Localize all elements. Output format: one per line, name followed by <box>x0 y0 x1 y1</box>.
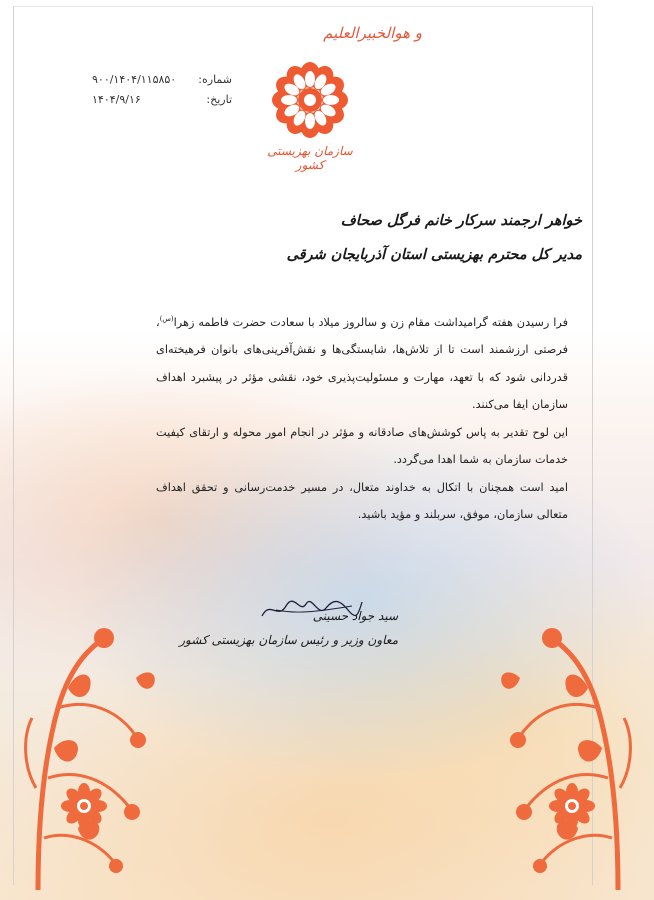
letter-number-row <box>92 70 232 90</box>
body-paragraph-1-start: فرا رسیدن هفته گرامیداشت مقام زن و سالروز میلاد با سعادت حضرت فاطمه زهرا <box>173 315 568 329</box>
addressee-name: خواهر ارجمند سرکار خانم فرگل صحاف <box>340 212 582 229</box>
letter-date-value: ۱۴۰۴/۹/۱۶ <box>92 93 141 106</box>
letter-date-label: تاریخ: <box>206 93 232 106</box>
signatory-name: سید جواد حسینی <box>312 609 398 623</box>
honorific-superscript: (س) <box>159 315 174 323</box>
letter-body <box>156 306 568 529</box>
floral-ornament-left-icon <box>18 618 170 890</box>
signatory-title: معاون وزیر و رئیس سازمان بهزیستی کشور <box>179 633 398 647</box>
letter-number-value: ۹۰۰/۱۴۰۴/۱۱۵۸۵۰ <box>92 73 177 86</box>
organization-logo-icon <box>270 60 350 140</box>
addressee-block <box>182 204 582 272</box>
letter-date-row <box>92 90 232 110</box>
floral-ornament-right-icon <box>486 618 638 890</box>
organization-name: سازمان بهزیستی کشور <box>267 144 353 172</box>
body-paragraph-3: امید است همچنان با اتکال به خداوند متعال، در مسیر خدمت‌رسانی و تحقق اهداف متعالی سازمان، موفق، سربلند و مؤید باشید. <box>156 480 568 522</box>
body-paragraph-1-end: ، فرصتی ارزشمند است تا از تلاش‌ها، شایستگی‌ها و نقش‌آفرینی‌های بانوان فرهیخته‌ای قدردانی شود که با تعهد، مهارت و مسئولیت‌پذیری خود، نقشی مؤثر در پیشبرد اهداف سازمان ایفا می‌کنند. <box>156 315 568 412</box>
addressee-title: مدیر کل محترم بهزیستی استان آذربایجان شرقی <box>286 246 582 263</box>
letter-meta <box>92 70 232 110</box>
body-paragraph-1 <box>156 306 568 419</box>
letter-number-label: شماره: <box>198 73 232 86</box>
basmala-heading: و هوالخبیرالعلیم <box>323 24 422 42</box>
body-paragraph-2: این لوح تقدیر به پاس کوشش‌های صادقانه و مؤثر در انجام امور محوله و ارتقای کیفیت خدمات سازمان به شما اهدا می‌گردد. <box>156 425 568 467</box>
